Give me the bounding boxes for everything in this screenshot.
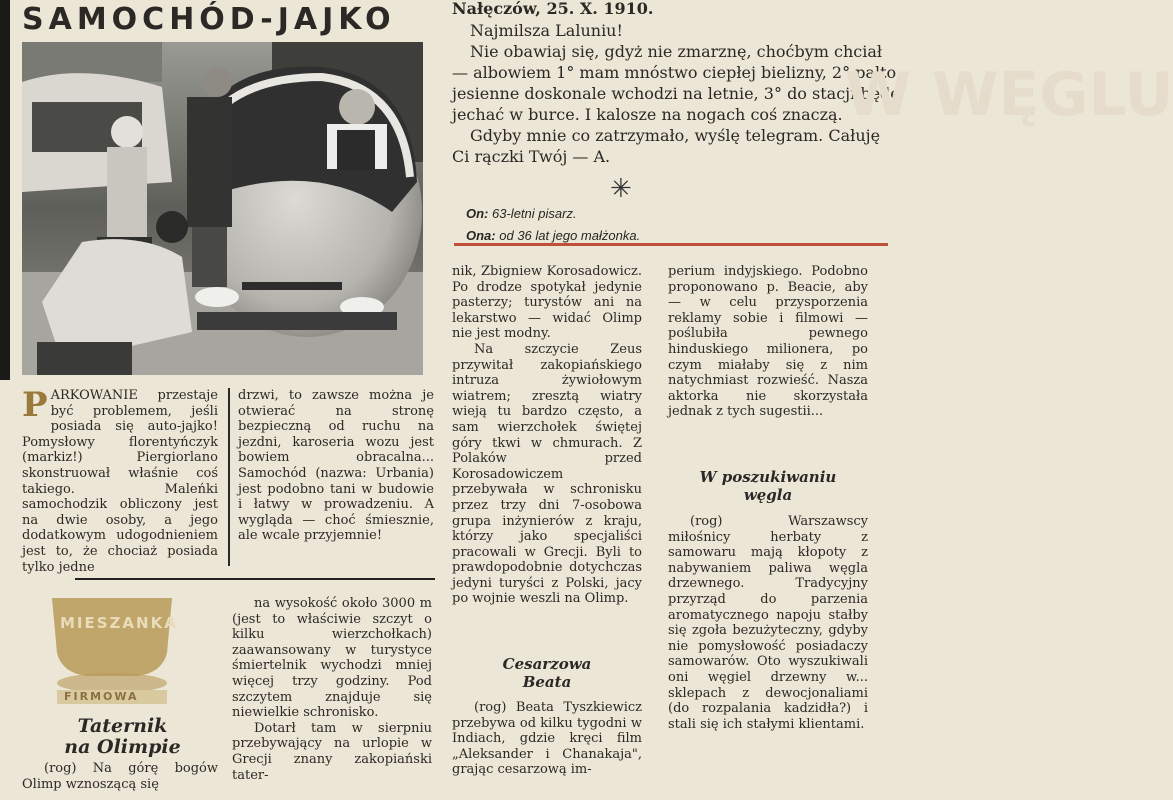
caption-ona-text: od 36 lat jego małżonka.: [499, 228, 641, 243]
cesarzowa-col4: [668, 264, 868, 420]
letter-caption: [466, 203, 886, 247]
star-ornament: ✳: [610, 174, 632, 204]
letter-closing: Gdyby mnie co zatrzymało, wyślę telegram. Całuję Ci rączki Twój — A.: [452, 126, 881, 166]
wegiel-title: [668, 468, 868, 504]
photo-illustration: [22, 42, 423, 375]
letter-greeting: Najmilsza Laluniu!: [470, 21, 623, 40]
wegiel-col4: [668, 514, 868, 732]
taternik-col3-p1: nik, Zbigniew Korosadowicz. Po drodze spotykał jedynie pasterzy; turystów ani na lekarstwo — widać Olimp nie jest modny.: [452, 264, 642, 342]
bleed-through-text: W WĘGLU: [845, 60, 1173, 130]
letter-block: [452, 0, 902, 167]
taternik-col1-text: (rog) Na górę bogów Olimp wznoszącą się: [22, 761, 218, 792]
taternik-col3-p2: Na szczycie Zeus przywitał zakopiańskiego intruza żywiołowym wiatrem; zresztą wiatry wieją tu bardzo często, a sam wierzchołek świętej góry tkwi w chmurach. Z Polaków przed Korosadowiczem przebywała w schronisku przez trzy dni 7-osobowa grupa inżynierów z kraju, którzy jako specjaliści pracowali w Grecji. Byli to prawdopodobnie dotychczas jedyni turyści z Polski, jacy po wojnie weszli na Olimp.: [452, 341, 642, 607]
dropcap-p: P: [22, 385, 48, 425]
caption-on-text: 63-letni pisarz.: [492, 206, 577, 221]
wegiel-title-line1: W poszukiwaniu: [699, 468, 837, 486]
parking-col1-text: ARKOWANIE przestaje być problemem, jeśli posiada się auto-jajko! Pomysłowy florentyńczyk (markiz!) Piergiorlano skonstruował właśnie coś takiego. Maleńki samochodzik obliczony jest na dwie osoby, a jego dodatkowym udogodnieniem jest to, że chociaż posiada tylko jedne: [22, 388, 218, 575]
parking-col2-text: drzwi, to zawsze można je otwierać na stronę bezpieczną od ruchu na jezdni, karoseria wozu jest bowiem obracalna... Samochód (nazwa: Urbania) jest podobno tani w budowie i łatwy w prowadzeniu. A wygląda — choć śmiesznie, ale wcale przyjemnie!: [238, 388, 434, 544]
black-divider: [75, 578, 435, 580]
taternik-col2-p1: na wysokość około 3000 m (jest to właściwie szczyt o kilku wierzchołkach) zaawansowany w turystyce śmiertelnik wychodzi mniej więcej trzy godziny. Pod szczytem znajduje się niewielkie schronisko.: [232, 596, 432, 721]
taternik-title: [25, 716, 220, 758]
caption-ona-label: Ona:: [466, 228, 496, 243]
cesarzowa-title-line1: Cesarzowa: [502, 655, 592, 673]
cesarzowa-p1: (rog) Beata Tyszkiewicz przebywa od kilku tygodni w Indiach, gdzie kręci film „Aleksander i Chanakaja", grając cesarzową im-: [452, 700, 642, 778]
taternik-title-line2: na Olimpie: [64, 736, 181, 758]
egg-car-photo: [22, 42, 423, 375]
cesarzowa-col4-text: perium indyjskiego. Podobno proponowano p. Beacie, aby — w celu przysporzenia reklamy sobie i filmowi — poślubiła pewnego hinduskiego milionera, po czym miałaby się z nim natychmiast rozwieść. Nasza aktorka nie skorzystała jednak z tych sugestii...: [668, 264, 868, 420]
taternik-col3: [452, 264, 642, 607]
parking-col2: [238, 388, 434, 544]
red-divider: [454, 243, 888, 246]
parking-col1: [22, 385, 218, 575]
mieszanka-logo: [42, 598, 182, 706]
taternik-col1: [22, 761, 218, 792]
parking-column-divider: [228, 388, 230, 566]
cesarzowa-title: [452, 655, 642, 691]
logo-subtext: FIRMOWA: [64, 690, 139, 703]
letter-dateline: Nałęczów, 25. X. 1910.: [452, 0, 654, 18]
taternik-col2-p2: Dotarł tam w sierpniu przebywający na urlopie w Grecji znany zakopiański tater-: [232, 720, 432, 783]
letter-body: Nie obawiaj się, gdyż nie zmarznę, choćbym chciał — albowiem 1° mam mnóstwo ciepłej bielizny, 2° palto jesienne doskonale wchodzi na letnie, 3° do stacji będę jechać w burce. I kalosze na nogach coś znaczą.: [452, 42, 900, 124]
page-edge-bar: [0, 0, 10, 380]
article-headline: SAMOCHÓD-JAJKO: [22, 2, 396, 37]
cesarzowa-col3: [452, 700, 642, 778]
logo-text: MIESZANKA: [60, 614, 178, 632]
caption-on-label: On:: [466, 206, 489, 221]
taternik-col2: [232, 596, 432, 783]
taternik-title-line1: Taternik: [77, 715, 168, 737]
cesarzowa-title-line2: Beata: [522, 673, 572, 691]
wegiel-title-line2: węgla: [743, 486, 793, 504]
wegiel-p1: (rog) Warszawscy miłośnicy herbaty z samowaru mają kłopoty z nabywaniem paliwa węgla drzewnego. Tradycyjny przyrząd do parzenia aromatycznego napoju stałby się zgoła bezużyteczny, gdyby nie pomysłowość posiadaczy samowarów. Oto wyszukiwali oni węgiel drzewny w... sklepach z dewocjonaliami (do rozpalania kadzidła?) i stali się ich stałymi klientami.: [668, 514, 868, 732]
